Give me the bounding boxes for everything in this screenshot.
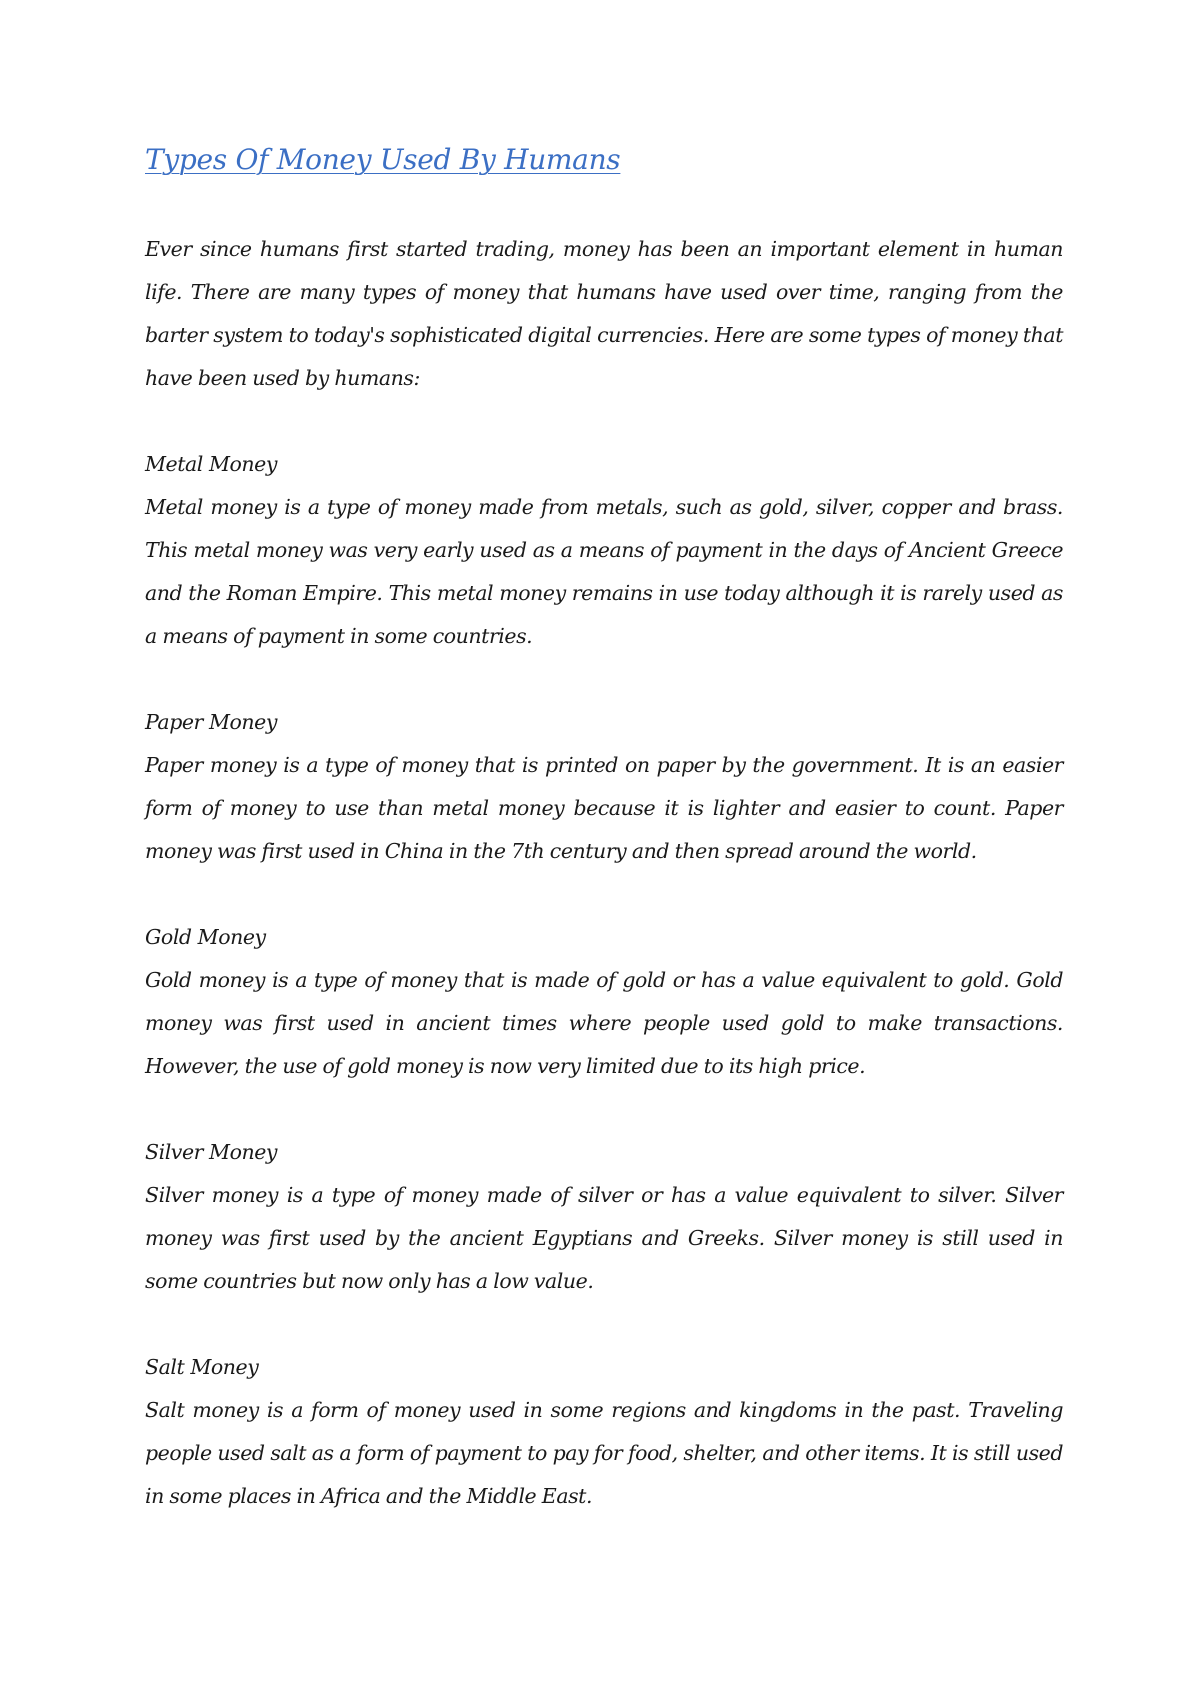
section-heading: Metal Money <box>145 452 277 477</box>
section-heading: Gold Money <box>145 925 266 950</box>
section-body: Gold money is a type of money that is made of gold or has a value equivalent to gold. Gold money was first used in ancient times where people used gold to make transactions. However, the use of gold money is now very limited due to its high price. <box>145 968 1063 1079</box>
section-body: Metal money is a type of money made from metals, such as gold, silver, copper and brass. This metal money was very early used as a means of payment in the days of Ancient Greece and the Roman Empire. This metal money remains in use today although it is rarely used as a means of payment in some countries. <box>145 495 1063 649</box>
section-salt-money <box>145 1346 1063 1518</box>
section-metal-money <box>145 443 1063 658</box>
section-heading: Paper Money <box>145 710 277 735</box>
section-body: Salt money is a form of money used in some regions and kingdoms in the past. Traveling people used salt as a form of payment to pay for food, shelter, and other items. It is still used in some places in Africa and the Middle East. <box>145 1398 1063 1509</box>
section-paper-money <box>145 701 1063 873</box>
section-heading: Salt Money <box>145 1355 259 1380</box>
section-gold-money <box>145 916 1063 1088</box>
section-silver-money <box>145 1131 1063 1303</box>
section-body: Paper money is a type of money that is printed on paper by the government. It is an easier form of money to use than metal money because it is lighter and easier to count. Paper money was first used in China in the 7th century and then spread around the world. <box>145 753 1063 864</box>
document-page <box>145 142 1063 1518</box>
section-body: Silver money is a type of money made of silver or has a value equivalent to silver. Silver money was first used by the ancient Egyptians and Greeks. Silver money is still used in some countries but now only has a low value. <box>145 1183 1063 1294</box>
intro-paragraph: Ever since humans first started trading, money has been an important element in human life. There are many types of money that humans have used over time, ranging from the barter system to today's sophisticated digital currencies. Here are some types of money that have been used by humans: <box>145 237 1063 391</box>
document-title: Types Of Money Used By Humans <box>145 143 621 176</box>
section-heading: Silver Money <box>145 1140 278 1165</box>
